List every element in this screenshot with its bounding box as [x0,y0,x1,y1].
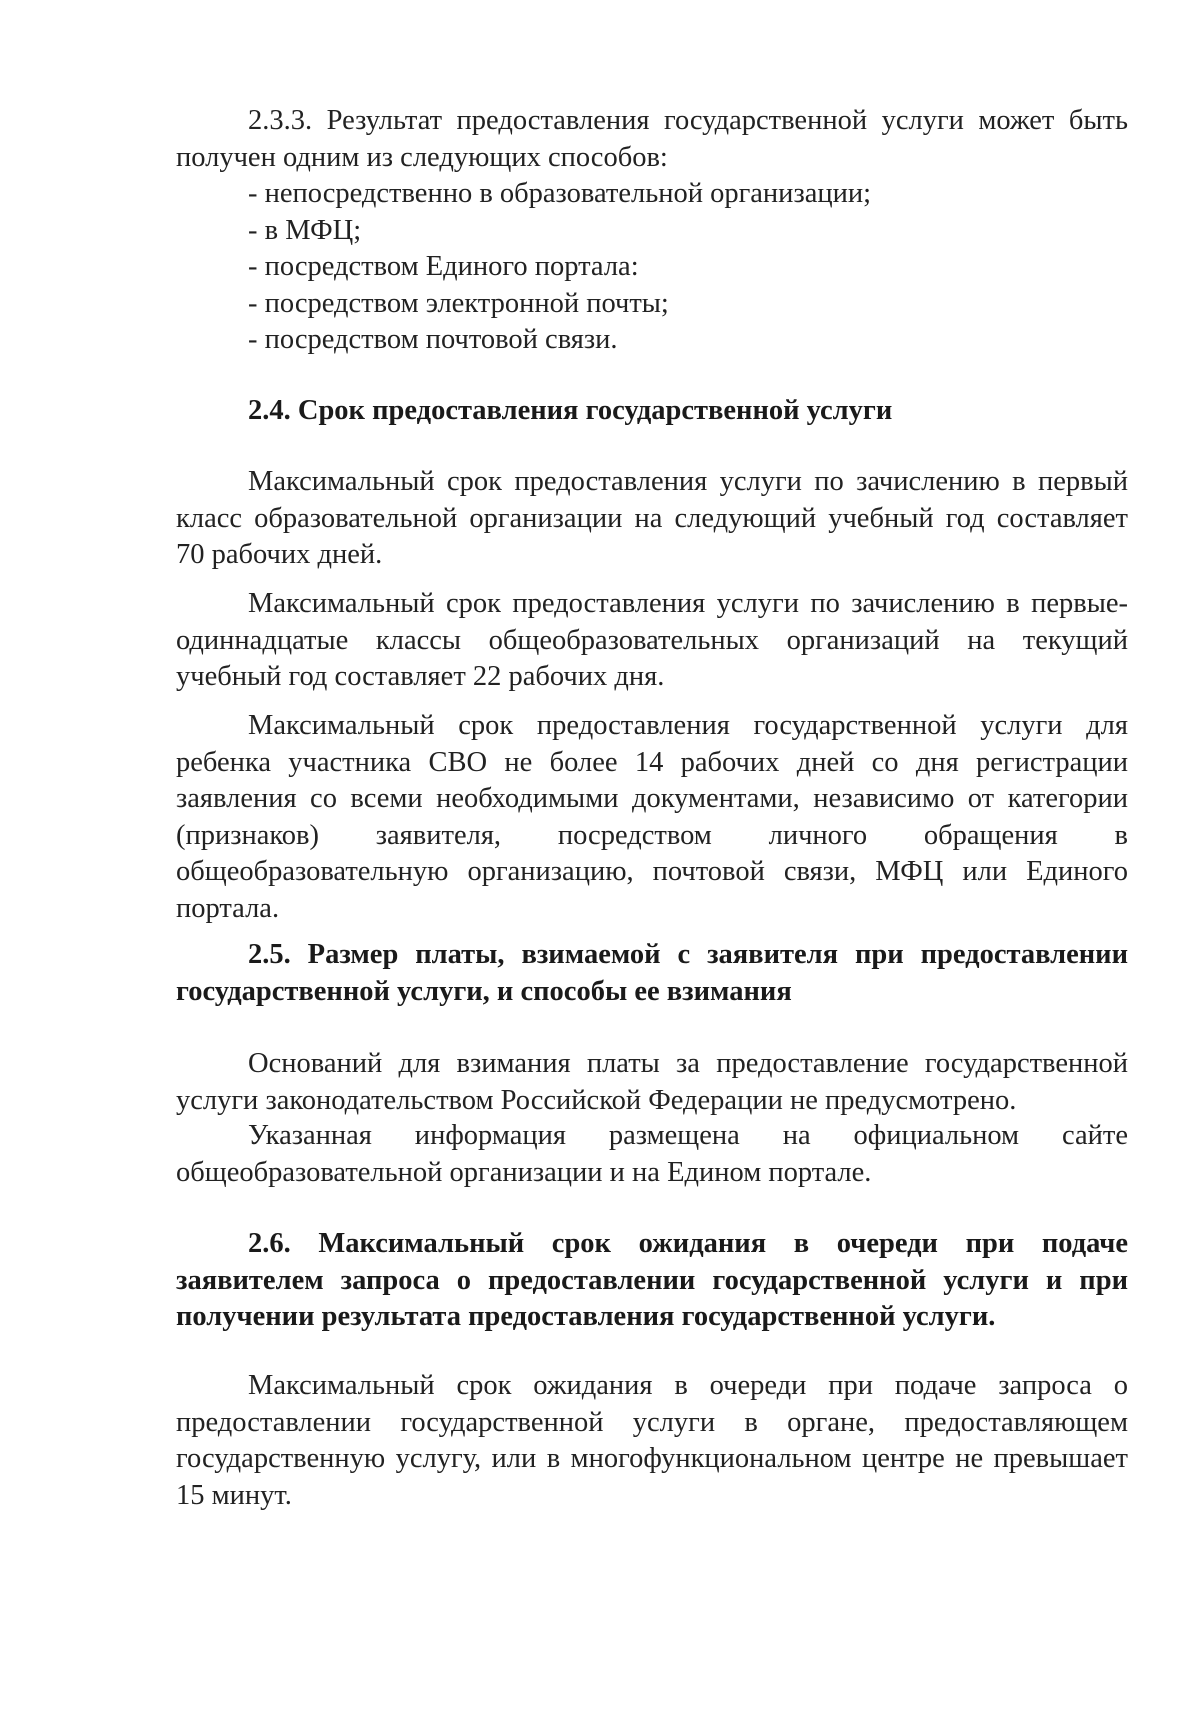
list-item: - посредством электронной почты; [248,287,669,319]
list-item: - в МФЦ; [248,214,362,246]
section-2-4-paragraph: Максимальный срок предоставления услуги по зачислению в первые-одиннадцатые классы общеобразовательных организаций на текущий учебный год составляет 22 рабочих дня. [176,588,1128,692]
section-2-6-heading: 2.6. Максимальный срок ожидания в очереди при подаче заявителем запроса о предоставлении государственной услуги и при получении результата предоставления государственной услуги. [176,1228,1128,1332]
section-2-4-heading: 2.4. Срок предоставления государственной услуги [248,395,893,426]
section-2-5-paragraph: Оснований для взимания платы за предоставление государственной услуги законодательством Российской Федерации не предусмотрено. [176,1048,1128,1116]
section-2-5-heading: 2.5. Размер платы, взимаемой с заявителя при предоставлении государственной услуги, и способы ее взимания [176,939,1128,1007]
list-item: - непосредственно в образовательной организации; [248,178,872,209]
section-2-5-paragraph: Указанная информация размещена на официальном сайте общеобразовательной организации и на Едином портале. [176,1120,1128,1188]
section-2-4-paragraph: Максимальный срок предоставления услуги по зачислению в первый класс образовательной организации на следующий учебный год составляет 70 рабочих дней. [176,466,1128,570]
section-2-6-paragraph: Максимальный срок ожидания в очереди при подаче запроса о предоставлении государственной услуги в органе, предоставляющем государственную услугу, или в многофункциональном центре не превышает 15 минут. [176,1370,1128,1511]
section-2-3-3 [176,103,1128,359]
section-2-3-3-intro: 2.3.3. Результат предоставления государственной услуги может быть получен одним из следующих способов: [176,105,1128,173]
section-2-4-paragraph: Максимальный срок предоставления государственной услуги для ребенка участника СВО не более 14 рабочих дней со дня регистрации заявления со всеми необходимыми документами, независимо от категории (признаков) заявителя, посредством личного обращения в общеобразовательную организацию, почтовой связи, МФЦ или Единого портала. [176,710,1128,924]
list-item: - посредством Единого портала: [248,251,639,282]
list-item: - посредством почтовой связи. [248,324,618,355]
